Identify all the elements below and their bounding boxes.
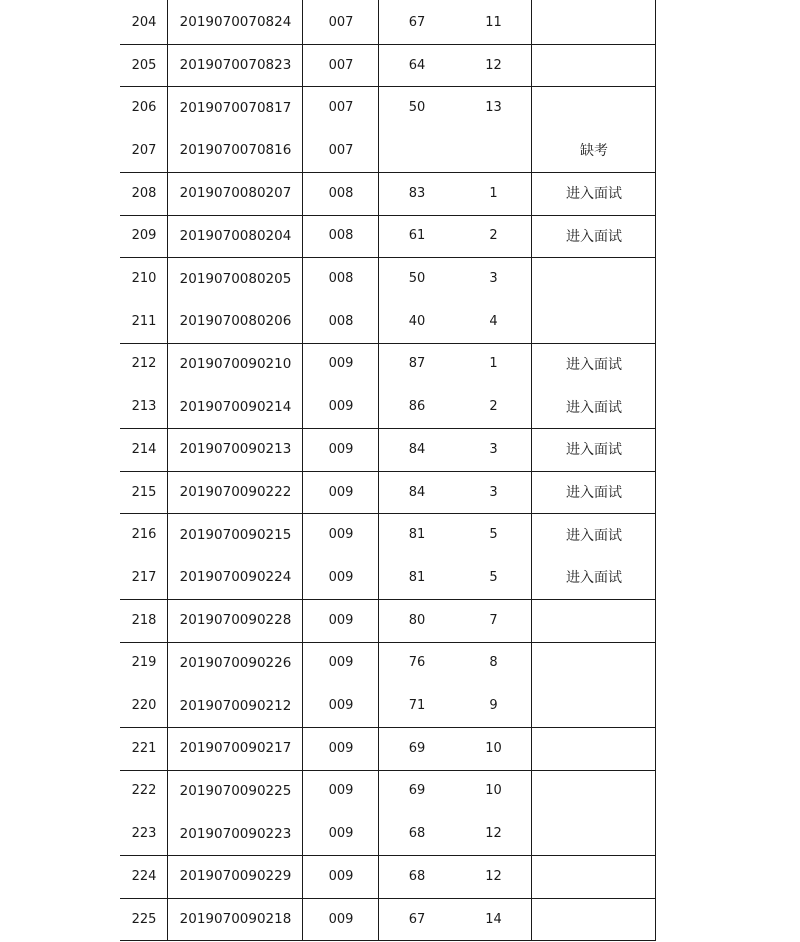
rank-cell: 1	[489, 356, 498, 372]
remark-cell	[532, 1, 656, 44]
column-divider	[378, 0, 379, 940]
rank-cell	[455, 129, 532, 174]
remark-cell	[532, 599, 656, 642]
row-number-cell: 212	[131, 356, 157, 372]
score-cell: 81	[408, 527, 426, 543]
row-divider	[120, 343, 656, 344]
table-row	[120, 257, 656, 300]
remark-cell: 进入面试	[566, 570, 622, 587]
candidate-id-cell: 2019070080207	[179, 185, 292, 202]
row-divider	[120, 642, 656, 643]
score-cell: 76	[408, 655, 426, 671]
row-number-cell: 211	[131, 313, 157, 329]
remark-cell	[532, 86, 656, 129]
table-row	[120, 471, 656, 514]
score-cell: 84	[408, 484, 426, 500]
row-divider	[120, 86, 656, 87]
candidate-id-cell: 2019070090228	[179, 612, 292, 629]
candidate-id-cell: 2019070090215	[179, 526, 292, 543]
row-number-cell: 209	[131, 228, 157, 244]
score-cell	[379, 129, 455, 174]
candidate-id-cell: 2019070090212	[179, 697, 292, 714]
rank-cell: 7	[489, 612, 498, 628]
score-cell: 87	[408, 356, 426, 372]
candidate-id-cell: 2019070080204	[179, 227, 292, 244]
row-divider	[120, 898, 656, 899]
score-cell: 67	[408, 911, 426, 927]
row-divider	[120, 855, 656, 856]
position-code-cell: 009	[328, 868, 354, 884]
row-divider	[120, 599, 656, 600]
score-cell: 81	[408, 569, 426, 585]
score-cell: 83	[408, 185, 426, 201]
position-code-cell: 007	[328, 14, 354, 30]
row-number-cell: 225	[131, 911, 157, 927]
score-cell: 69	[408, 783, 426, 799]
score-cell: 67	[408, 14, 426, 30]
row-divider	[120, 471, 656, 472]
rank-cell: 12	[485, 868, 502, 884]
position-code-cell: 009	[328, 783, 354, 799]
rank-cell: 14	[485, 911, 502, 927]
rank-cell: 11	[485, 14, 502, 30]
position-code-cell: 009	[328, 399, 354, 415]
score-cell: 69	[408, 740, 426, 756]
remark-cell: 缺考	[580, 143, 608, 160]
remark-cell	[532, 642, 656, 685]
column-divider	[531, 0, 532, 940]
row-divider	[120, 513, 656, 514]
table-row	[120, 684, 656, 727]
row-number-cell: 222	[131, 783, 157, 799]
row-number-cell: 217	[131, 569, 157, 585]
row-divider	[120, 940, 656, 941]
table-row	[120, 172, 656, 215]
candidate-id-cell: 2019070090214	[179, 398, 292, 415]
position-code-cell: 009	[328, 655, 354, 671]
score-cell: 80	[408, 612, 426, 628]
score-cell: 86	[408, 399, 426, 415]
position-code-cell: 007	[328, 100, 354, 116]
remark-cell	[532, 855, 656, 898]
table-row	[120, 599, 656, 642]
table-row	[120, 855, 656, 898]
score-cell: 50	[408, 100, 426, 116]
rank-cell: 3	[489, 441, 498, 457]
table-row	[120, 812, 656, 855]
position-code-cell: 009	[328, 740, 354, 756]
rank-cell: 8	[489, 655, 498, 671]
position-code-cell: 009	[328, 911, 354, 927]
row-divider	[120, 257, 656, 258]
table-row	[120, 44, 656, 87]
rank-cell: 12	[485, 57, 502, 73]
position-code-cell: 009	[328, 484, 354, 500]
score-cell: 71	[408, 698, 426, 714]
remark-cell	[532, 898, 656, 941]
candidate-id-cell: 2019070080205	[179, 270, 292, 287]
table-row	[120, 428, 656, 471]
position-code-cell: 009	[328, 527, 354, 543]
remark-cell: 进入面试	[566, 228, 622, 245]
candidate-id-cell: 2019070090223	[179, 825, 292, 842]
position-code-cell: 008	[328, 313, 354, 329]
rank-cell: 3	[489, 484, 498, 500]
row-divider	[120, 770, 656, 771]
candidate-id-cell: 2019070090224	[179, 569, 292, 586]
row-divider	[120, 215, 656, 216]
remark-cell	[532, 44, 656, 87]
remark-cell: 进入面试	[566, 186, 622, 203]
candidate-id-cell: 2019070090217	[179, 740, 292, 757]
candidate-id-cell: 2019070070823	[179, 57, 292, 74]
rank-cell: 10	[485, 783, 502, 799]
row-number-cell: 218	[131, 612, 157, 628]
row-number-cell: 213	[131, 399, 157, 415]
position-code-cell: 008	[328, 228, 354, 244]
rank-cell: 3	[489, 271, 498, 287]
rank-cell: 10	[485, 740, 502, 756]
row-number-cell: 207	[131, 142, 157, 158]
score-cell: 40	[408, 313, 426, 329]
score-cell: 64	[408, 57, 426, 73]
candidate-id-cell: 2019070090225	[179, 782, 292, 799]
score-cell: 50	[408, 271, 426, 287]
position-code-cell: 009	[328, 441, 354, 457]
candidate-id-cell: 2019070080206	[179, 313, 292, 330]
score-cell: 68	[408, 826, 426, 842]
column-divider	[302, 0, 303, 940]
position-code-cell: 009	[328, 569, 354, 585]
row-number-cell: 223	[131, 826, 157, 842]
rank-cell: 5	[489, 569, 498, 585]
candidate-id-cell: 2019070090229	[179, 868, 292, 885]
table-row	[120, 385, 656, 428]
row-number-cell: 216	[131, 527, 157, 543]
rank-cell: 2	[489, 399, 498, 415]
candidate-id-cell: 2019070070824	[179, 14, 292, 31]
rank-cell: 1	[489, 185, 498, 201]
column-divider	[167, 0, 168, 940]
row-number-cell: 208	[131, 185, 157, 201]
row-number-cell: 214	[131, 441, 157, 457]
candidate-id-cell: 2019070090222	[179, 484, 292, 501]
candidate-id-cell: 2019070090226	[179, 654, 292, 671]
table-row	[120, 1, 656, 44]
table-row	[120, 129, 656, 172]
position-code-cell: 007	[328, 142, 354, 158]
row-number-cell: 204	[131, 14, 157, 30]
table-row	[120, 86, 656, 129]
rank-cell: 5	[489, 527, 498, 543]
candidate-id-cell: 2019070090218	[179, 911, 292, 928]
remark-cell	[532, 257, 656, 300]
remark-cell	[532, 684, 656, 727]
table-row	[120, 300, 656, 343]
candidate-id-cell: 2019070090213	[179, 441, 292, 458]
row-number-cell: 224	[131, 868, 157, 884]
remark-cell	[532, 727, 656, 770]
remark-cell	[532, 812, 656, 855]
row-divider	[120, 428, 656, 429]
table-row	[120, 556, 656, 599]
remark-cell: 进入面试	[566, 527, 622, 544]
row-divider	[120, 44, 656, 45]
rank-cell: 13	[485, 100, 502, 116]
rank-cell: 2	[489, 228, 498, 244]
row-divider	[120, 727, 656, 728]
rank-cell: 12	[485, 826, 502, 842]
table-row	[120, 343, 656, 386]
position-code-cell: 009	[328, 826, 354, 842]
position-code-cell: 009	[328, 356, 354, 372]
table-row	[120, 770, 656, 813]
position-code-cell: 009	[328, 698, 354, 714]
candidate-id-cell: 2019070070817	[179, 99, 292, 116]
table-row	[120, 513, 656, 556]
remark-cell: 进入面试	[566, 442, 622, 459]
row-divider	[120, 172, 656, 173]
table-row	[120, 898, 656, 941]
remark-cell: 进入面试	[566, 356, 622, 373]
row-number-cell: 221	[131, 740, 157, 756]
remark-cell	[532, 300, 656, 343]
column-divider	[655, 0, 656, 940]
position-code-cell: 009	[328, 612, 354, 628]
candidate-id-cell: 2019070070816	[179, 142, 292, 159]
remark-cell	[532, 770, 656, 813]
remark-cell: 进入面试	[566, 399, 622, 416]
position-code-cell: 008	[328, 271, 354, 287]
table-row	[120, 215, 656, 258]
row-number-cell: 220	[131, 698, 157, 714]
row-number-cell: 210	[131, 271, 157, 287]
remark-cell: 进入面试	[566, 485, 622, 502]
score-cell: 61	[408, 228, 426, 244]
row-number-cell: 206	[131, 100, 157, 116]
position-code-cell: 008	[328, 185, 354, 201]
table-row	[120, 642, 656, 685]
rank-cell: 4	[489, 313, 498, 329]
row-number-cell: 219	[131, 655, 157, 671]
score-cell: 68	[408, 868, 426, 884]
table-row	[120, 727, 656, 770]
row-number-cell: 205	[131, 57, 157, 73]
rank-cell: 9	[489, 698, 498, 714]
position-code-cell: 007	[328, 57, 354, 73]
candidate-id-cell: 2019070090210	[179, 355, 292, 372]
row-number-cell: 215	[131, 484, 157, 500]
score-cell: 84	[408, 441, 426, 457]
